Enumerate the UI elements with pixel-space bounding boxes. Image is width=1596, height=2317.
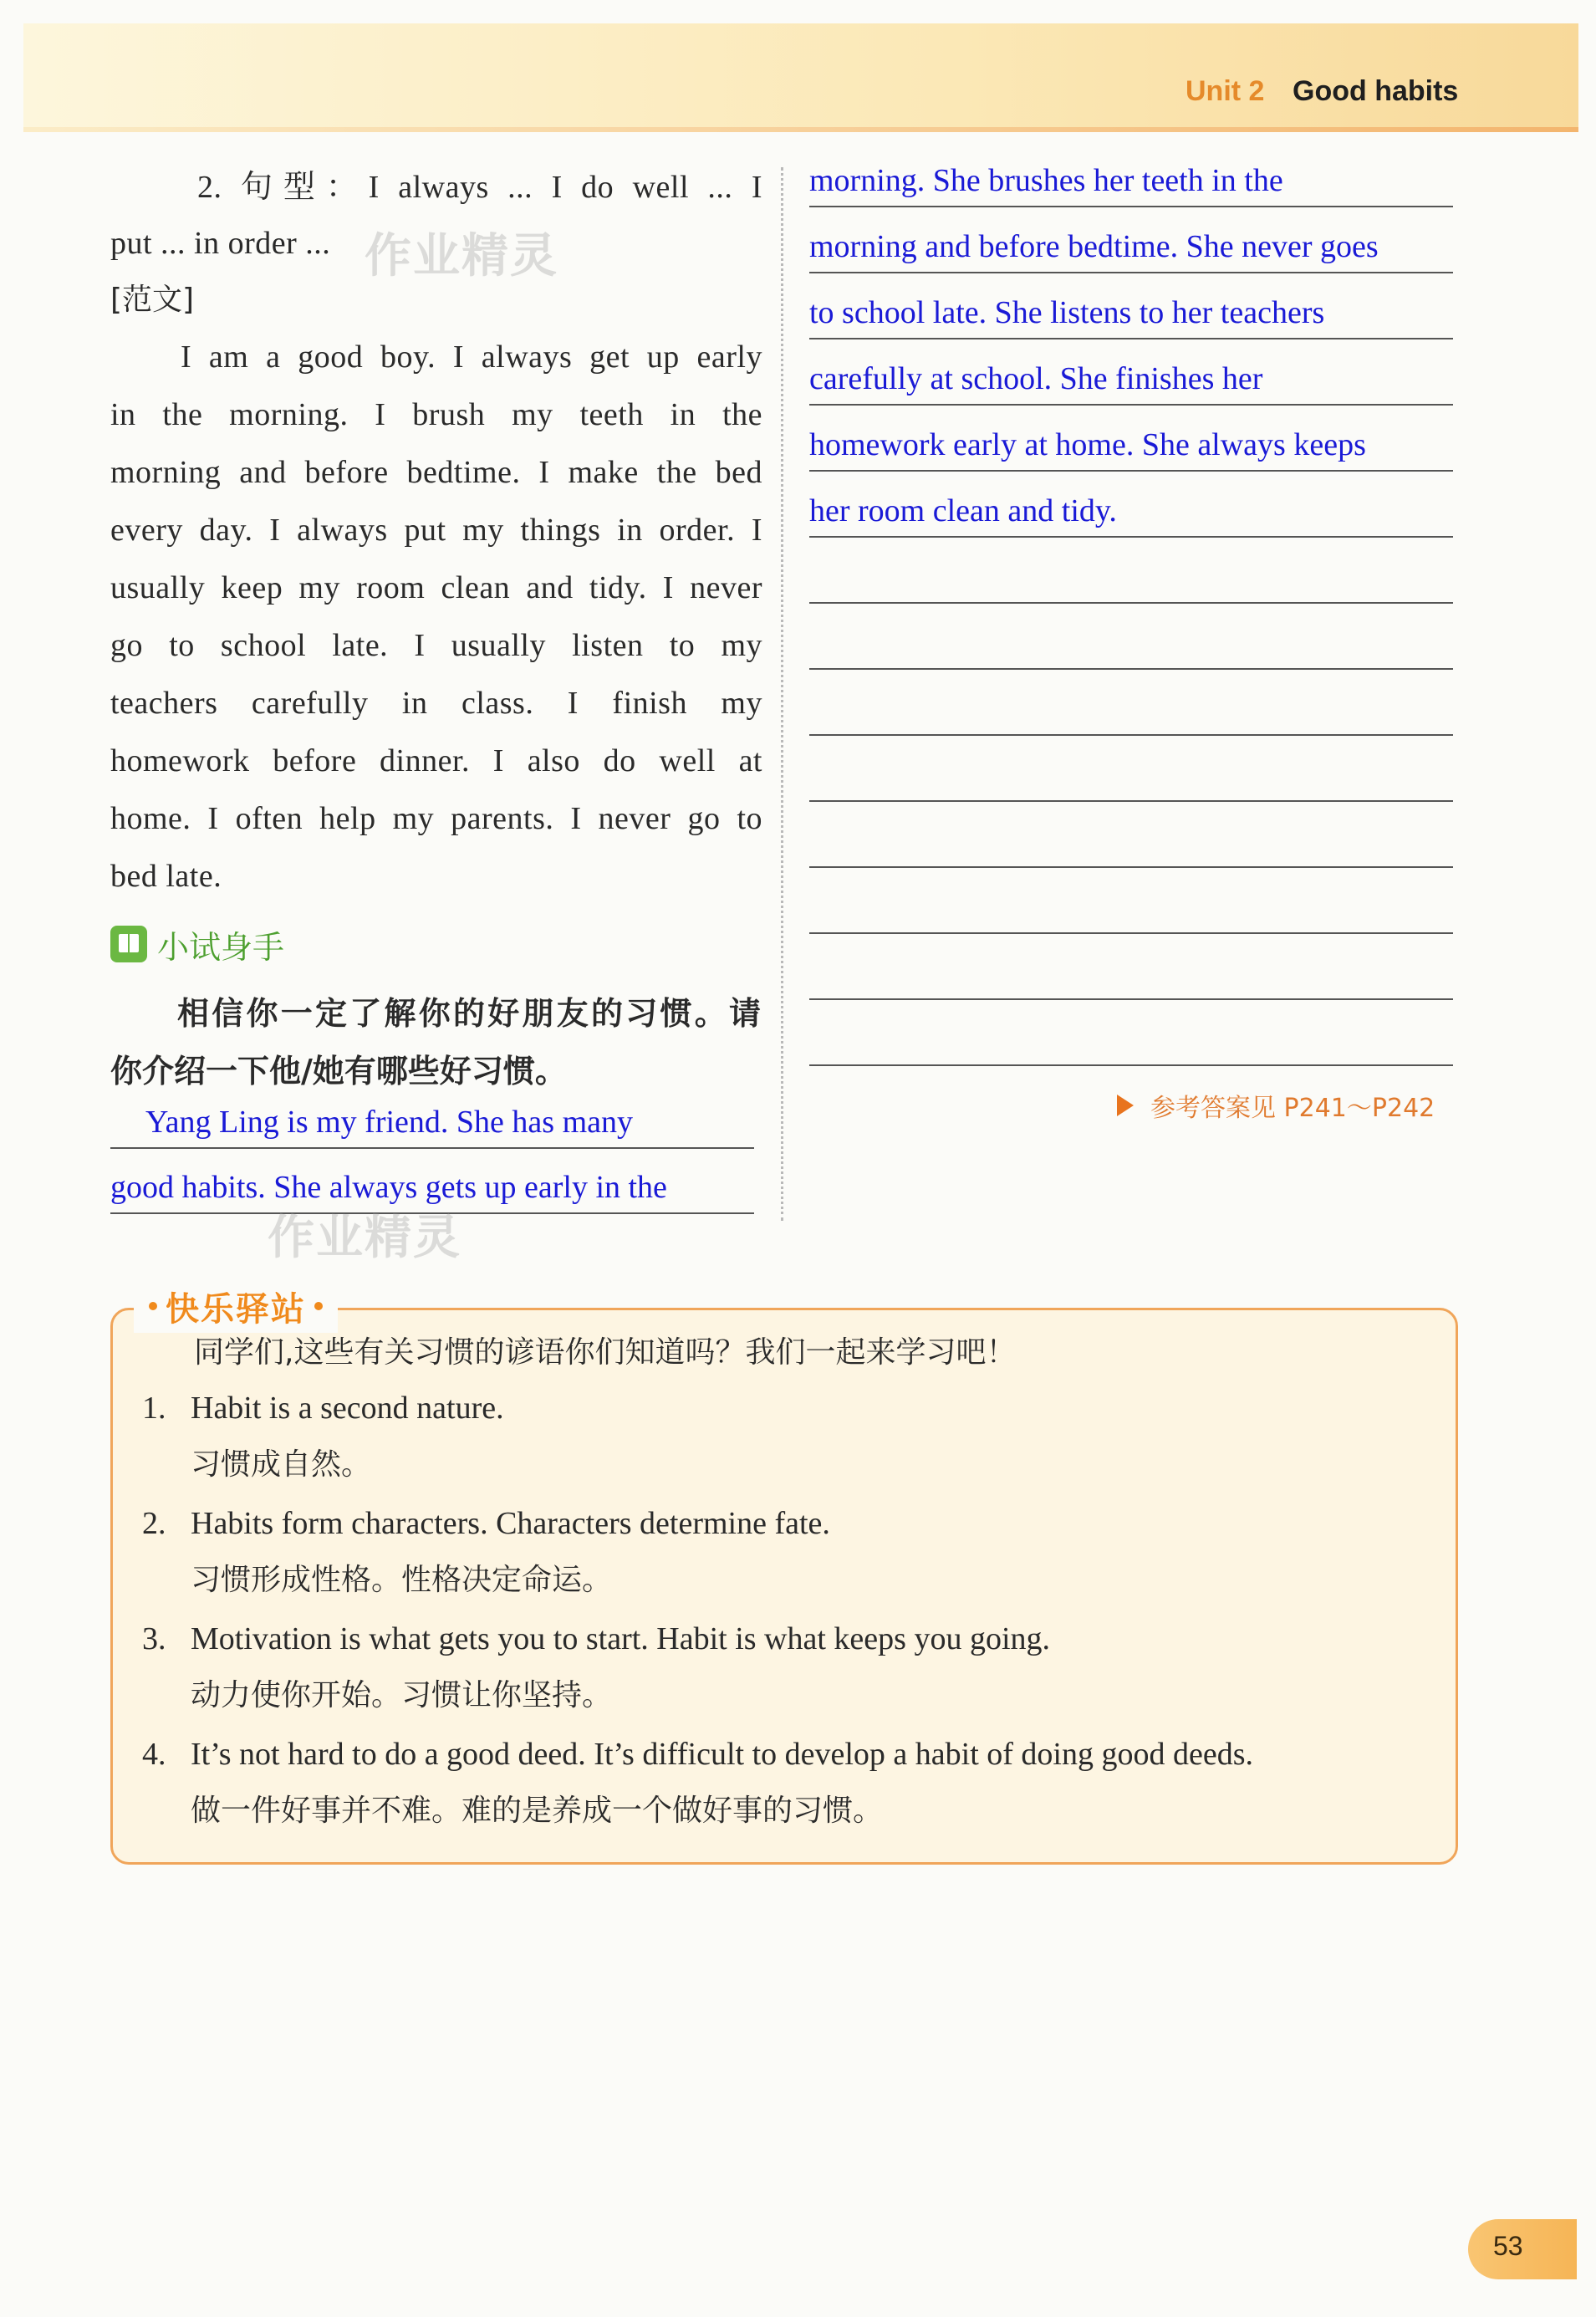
proverb-chinese: 习惯形成性格。性格决定命运。 [191, 1563, 613, 1597]
try-it-header [110, 923, 284, 965]
model-line: homework before dinner. I also do well at [110, 743, 762, 778]
model-line: every day. I always put my things in order. I [110, 513, 762, 548]
proverb-chinese: 做一件好事并不难。难的是养成一个做好事的习惯。 [191, 1794, 884, 1828]
answer-line: carefully at school. She finishes her [809, 354, 1453, 406]
model-essay-label: [范文] [110, 283, 195, 317]
proverb-english: It’s not hard to do a good deed. It’s difficult to develop a habit of doing good deeds. [191, 1737, 1253, 1772]
answer-line: homework early at home. She always keeps [809, 420, 1453, 472]
model-line: teachers carefully in class. I finish my [110, 686, 762, 721]
task-line: 你介绍一下他/她有哪些好习惯。 [110, 1053, 567, 1090]
blank-answer-line [809, 750, 1453, 802]
proverb-item [142, 1610, 1430, 1724]
model-line: bed late. [110, 859, 222, 894]
happy-station-intro: 同学们,这些有关习惯的谚语你们知道吗？我们一起来学习吧！ [194, 1335, 1017, 1370]
dot-decoration [314, 1302, 323, 1310]
proverb-item [142, 1726, 1430, 1840]
dot-decoration [149, 1302, 157, 1310]
pattern-line: 2. 句型：I always ... I do well ... I [197, 170, 762, 205]
model-line: go to school late. I usually listen to my [110, 628, 762, 663]
proverb-english: Habits form characters. Characters determine fate. [191, 1506, 830, 1541]
answer-line: to school late. She listens to her teachers [809, 288, 1453, 339]
model-line: usually keep my room clean and tidy. I never [110, 570, 762, 605]
proverb-number: 1. [142, 1391, 166, 1426]
proverb-item [142, 1380, 1430, 1493]
happy-station-title: 快乐驿站 [166, 1289, 306, 1329]
model-line: in the morning. I brush my teeth in the [110, 397, 762, 432]
unit-label: Unit 2 [1186, 75, 1265, 107]
answer-reference-text: 参考答案见 P241～P242 [1150, 1094, 1435, 1123]
try-it-title: 小试身手 [157, 928, 285, 966]
blank-answer-line [809, 816, 1453, 868]
watermark: 作业精灵 [268, 1211, 461, 1265]
model-line: morning and before bedtime. I make the bed [110, 455, 762, 490]
answer-line: her room clean and tidy. [809, 486, 1453, 538]
proverb-item [142, 1495, 1430, 1609]
column-divider [781, 167, 783, 1221]
book-icon [110, 926, 147, 962]
proverb-number: 2. [142, 1506, 166, 1541]
proverb-english: Motivation is what gets you to start. Habit is what keeps you going. [191, 1621, 1051, 1656]
answer-line: morning. She brushes her teeth in the [809, 156, 1453, 207]
blank-answer-line [809, 882, 1453, 934]
unit-title: Good habits [1293, 75, 1459, 107]
task-line: 相信你一定了解你的好朋友的习惯。请 [177, 995, 761, 1032]
model-line: home. I often help my parents. I never go to [110, 801, 762, 836]
answer-line: morning and before bedtime. She never goes [809, 222, 1453, 273]
model-line: I am a good boy. I always get up early [181, 339, 762, 375]
proverb-chinese: 习惯成自然。 [191, 1447, 372, 1482]
blank-answer-line [809, 684, 1453, 736]
blank-answer-line [809, 618, 1453, 670]
watermark: 作业精灵 [365, 229, 558, 283]
blank-answer-line [809, 552, 1453, 604]
task-prompt [110, 985, 761, 1100]
answer-line: good habits. She always gets up early in the [110, 1162, 754, 1214]
proverb-chinese: 动力使你开始。习惯让你坚持。 [191, 1678, 613, 1712]
page-number: 53 [1493, 2231, 1523, 2261]
play-arrow-icon [1117, 1095, 1134, 1116]
header-underline [23, 127, 1578, 132]
proverb-english: Habit is a second nature. [191, 1391, 504, 1426]
answer-reference [1117, 1087, 1435, 1124]
proverb-number: 4. [142, 1737, 166, 1772]
blank-answer-line [809, 948, 1453, 1000]
pattern-line: put ... in order ... [110, 226, 331, 261]
blank-answer-line [809, 1014, 1453, 1066]
proverb-number: 3. [142, 1621, 166, 1656]
answer-line: Yang Ling is my friend. She has many [110, 1097, 754, 1149]
happy-station-header [134, 1279, 338, 1333]
